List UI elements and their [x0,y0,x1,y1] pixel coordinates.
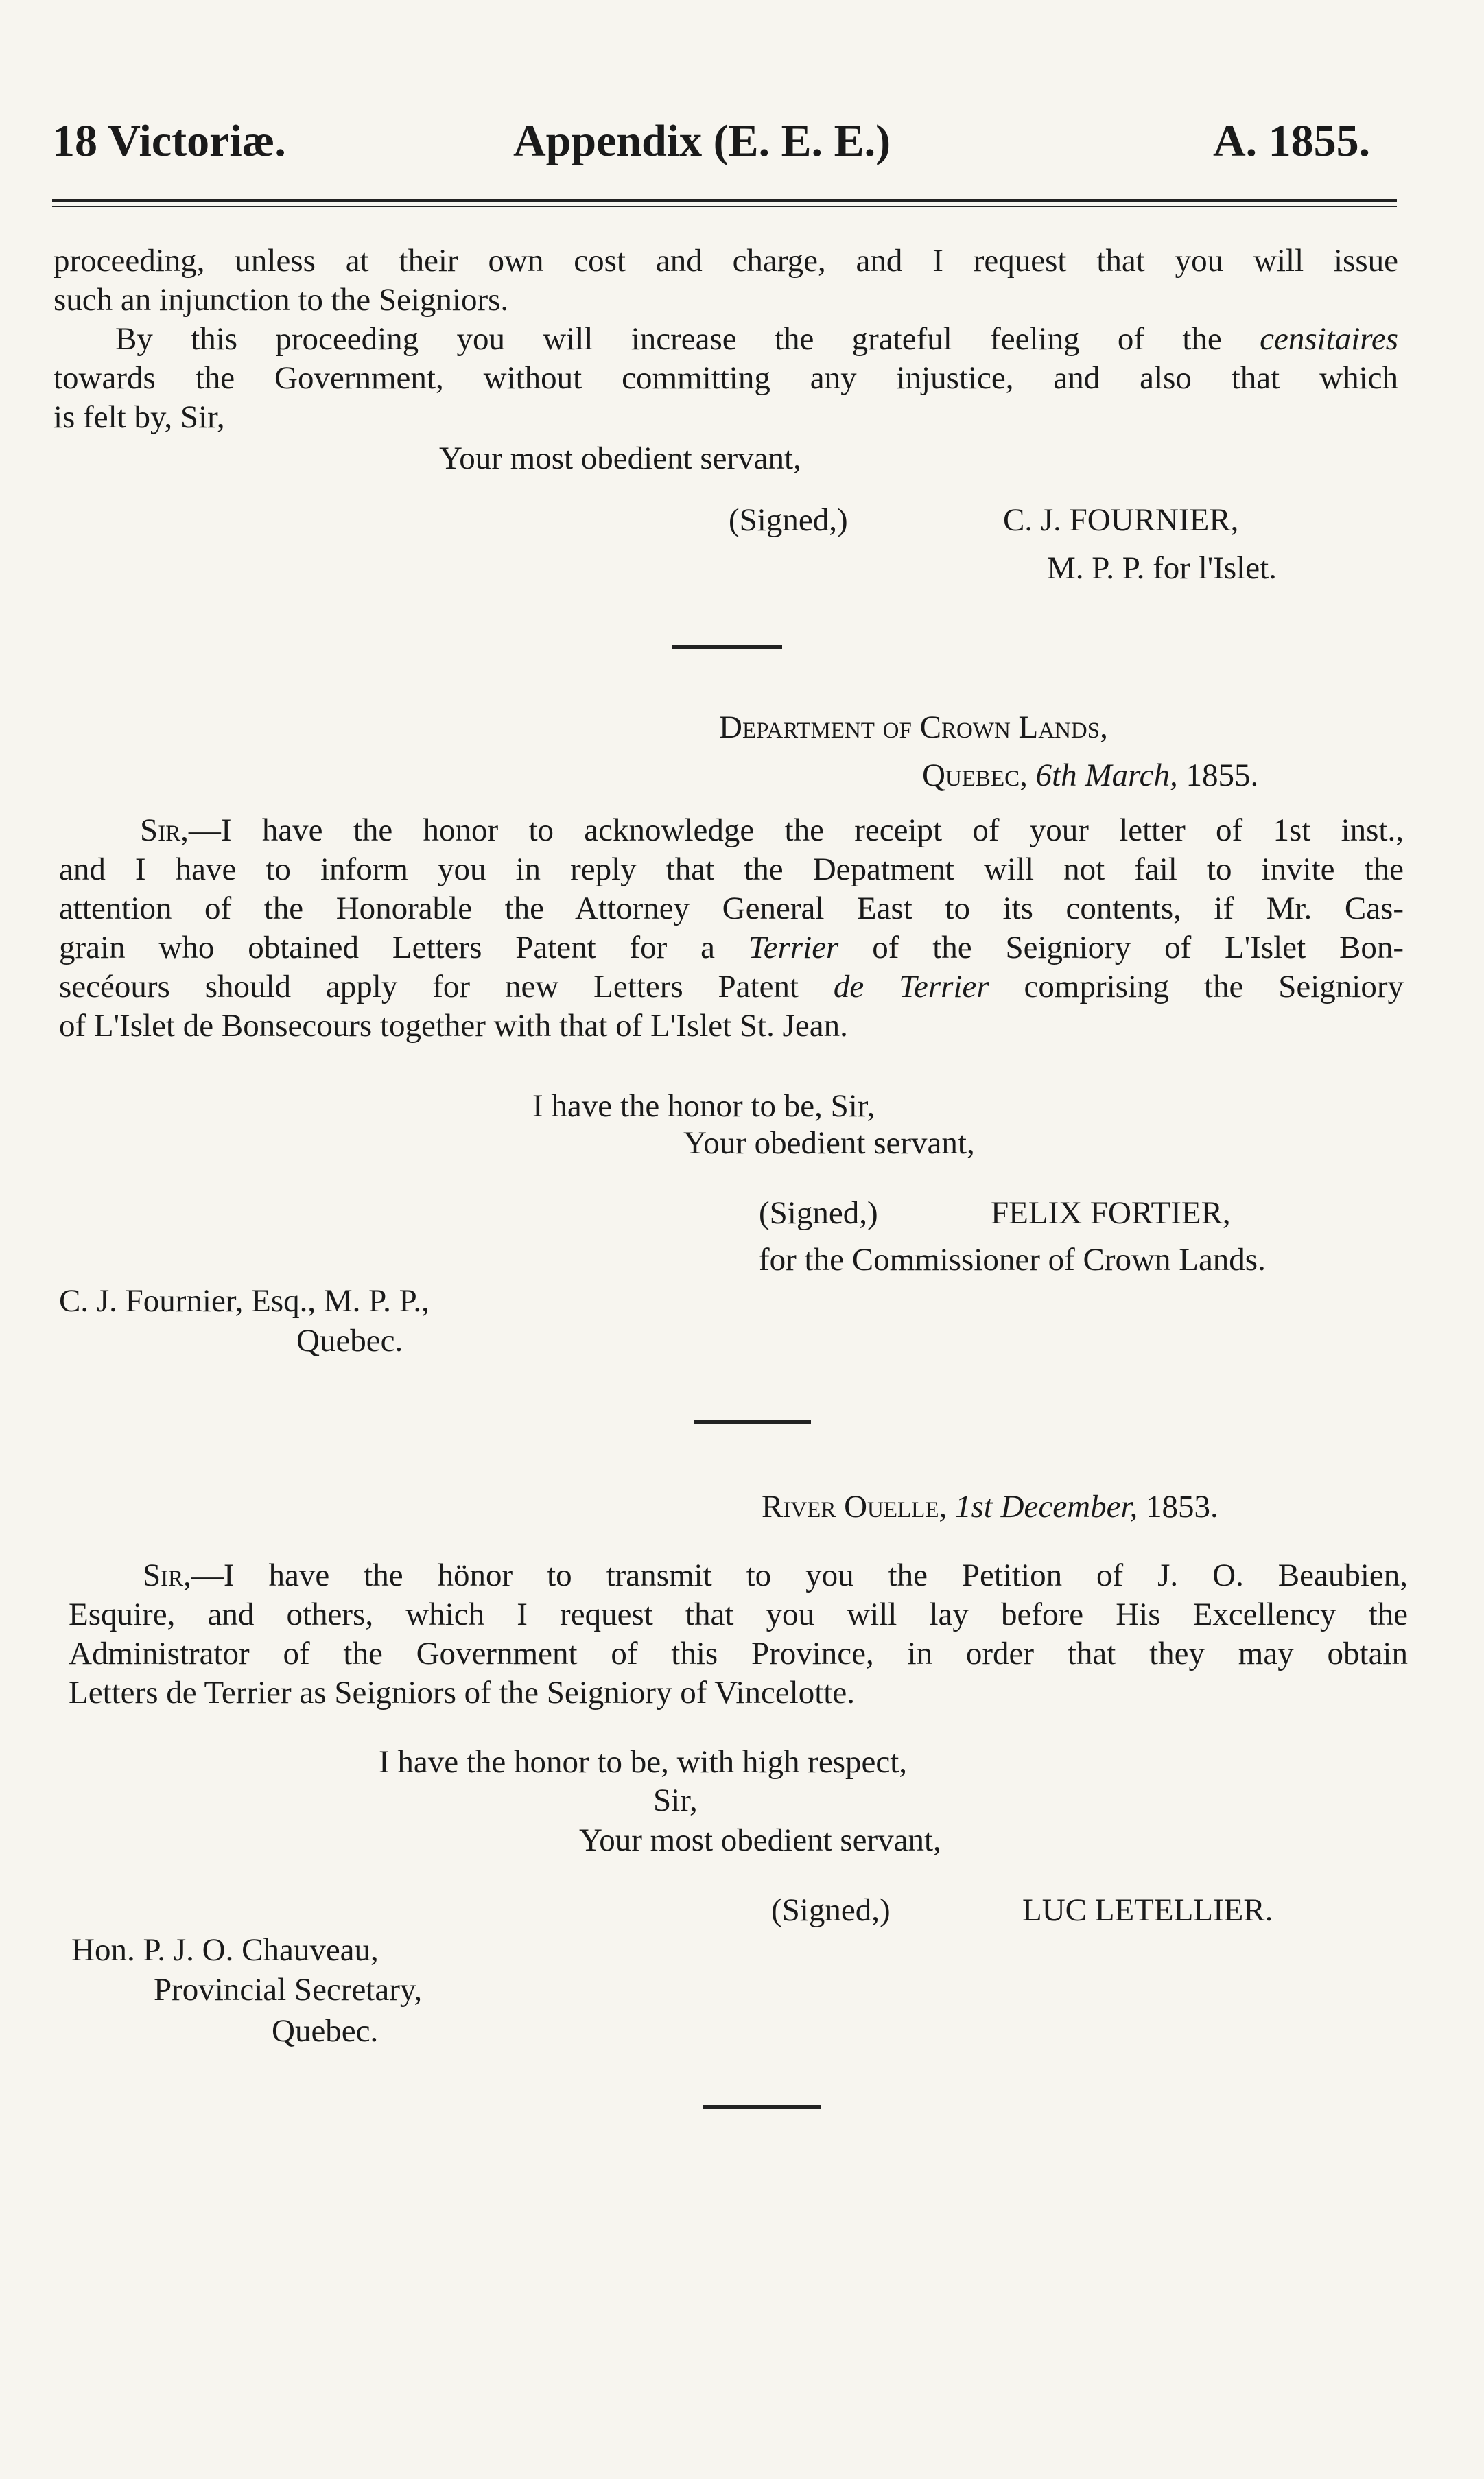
letter1-line: proceeding, unless at their own cost and charge, and I request that you will issue [54,243,1398,279]
letter2-place: Quebec, [922,757,1028,793]
letter3-addressee-title: Provincial Secretary, [154,1972,423,2008]
letter2-signed-label: (Signed,) [759,1195,878,1231]
letter3-line1 [69,1556,1408,1595]
header-session: 18 Victoriæ. [52,116,286,166]
letter1-para2-line1 [54,320,1398,359]
letter3-line: Administrator of the Government of this Province, in order that they may obtain [69,1636,1408,1671]
letter3-body [69,1556,1408,1713]
letter1-closing: Your most obedient servant, [439,440,801,476]
letter2-line1 [59,811,1404,850]
letter2-text: of the Seigniory of L'Islet Bon- [838,930,1404,965]
letter3-closing3: Your most obedient servant, [579,1822,941,1858]
letter1-signer-title: M. P. P. for l'Islet. [1047,550,1277,586]
letter2-closing2: Your obedient servant, [683,1125,975,1161]
letter3-closing2: Sir, [653,1783,698,1818]
letter2-department: Department of Crown Lands, [719,709,1108,745]
letter2-line: and I have to inform you in reply that the Depatment will not fail to invite the [59,851,1404,887]
letter2-text: comprising the Seigniory [989,969,1404,1004]
letter2-signer-title: for the Commissioner of Crown Lands. [759,1242,1266,1278]
letter2-text: secéours should apply for new Letters Patent [59,969,834,1004]
letter2-line4 [59,928,1404,967]
letter1-signer: C. J. FOURNIER, [1003,502,1239,538]
header-rule-top [52,199,1397,202]
letter3-addressee-name: Hon. P. J. O. Chauveau, [71,1932,379,1968]
letter3-salutation: Sir, [143,1558,191,1593]
header-rule-bottom [52,206,1397,207]
letter2-line: attention of the Honorable the Attorney General East to its contents, if Mr. Cas- [59,891,1404,926]
letter2-closing1: I have the honor to be, Sir, [532,1088,875,1124]
letter3-dateline [762,1488,1218,1526]
letter3-text: —I have the hönor to transmit to you the Petition of J. O. Beaubien, [191,1558,1408,1593]
separator-rule [672,645,782,649]
letter3-closing1: I have the honor to be, with high respect, [379,1744,908,1780]
letter2-line: of L'Islet de Bonsecours together with that of L'Islet St. Jean. [59,1008,848,1044]
separator-rule [694,1420,811,1424]
letter3-addressee-place: Quebec. [272,2013,379,2049]
letter2-text: grain who obtained Letters Patent for a [59,930,749,965]
header-appendix: Appendix (E. E. E.) [513,116,891,166]
letter2-italic-word: de Terrier [833,969,989,1004]
letter1-text: By this proceeding you will increase the grateful feeling of the [115,321,1260,357]
letter2-year: 1855. [1186,757,1259,793]
letter1-line: is felt by, Sir, [54,399,225,435]
letter1-signed-label: (Signed,) [729,502,848,538]
letter3-line: Letters de Terrier as Seigniors of the Seigniory of Vincelotte. [69,1675,855,1711]
letter3-signed-label: (Signed,) [771,1892,891,1928]
letter2-date: 6th March, [1035,757,1178,793]
letter2-salutation: Sir, [140,812,189,848]
letter1-line: towards the Government, without committing any injustice, and also that which [54,360,1398,396]
letter3-place: River Ouelle, [762,1489,947,1525]
letter2-italic-word: Terrier [748,930,839,965]
letter3-line: Esquire, and others, which I request that you will lay before His Excellency the [69,1597,1408,1632]
letter3-year: 1853. [1146,1489,1218,1525]
letter1-line: such an injunction to the Seigniors. [54,282,509,318]
letter2-text: —I have the honor to acknowledge the receipt of your letter of 1st inst., [188,812,1404,848]
letter2-dateline [922,756,1258,795]
letter2-signer: FELIX FORTIER, [991,1195,1231,1231]
letter2-addressee-place: Quebec. [296,1323,403,1359]
letter1-body [54,242,1398,437]
separator-rule [703,2105,821,2109]
letter2-body [59,811,1404,1046]
letter3-date: 1st December, [955,1489,1138,1525]
letter1-italic-word: censitaires [1260,321,1398,357]
letter3-signer: LUC LETELLIER. [1022,1892,1273,1928]
header-year: A. 1855. [1213,116,1371,166]
letter2-line5 [59,967,1404,1007]
letter2-addressee-name: C. J. Fournier, Esq., M. P. P., [59,1283,430,1319]
